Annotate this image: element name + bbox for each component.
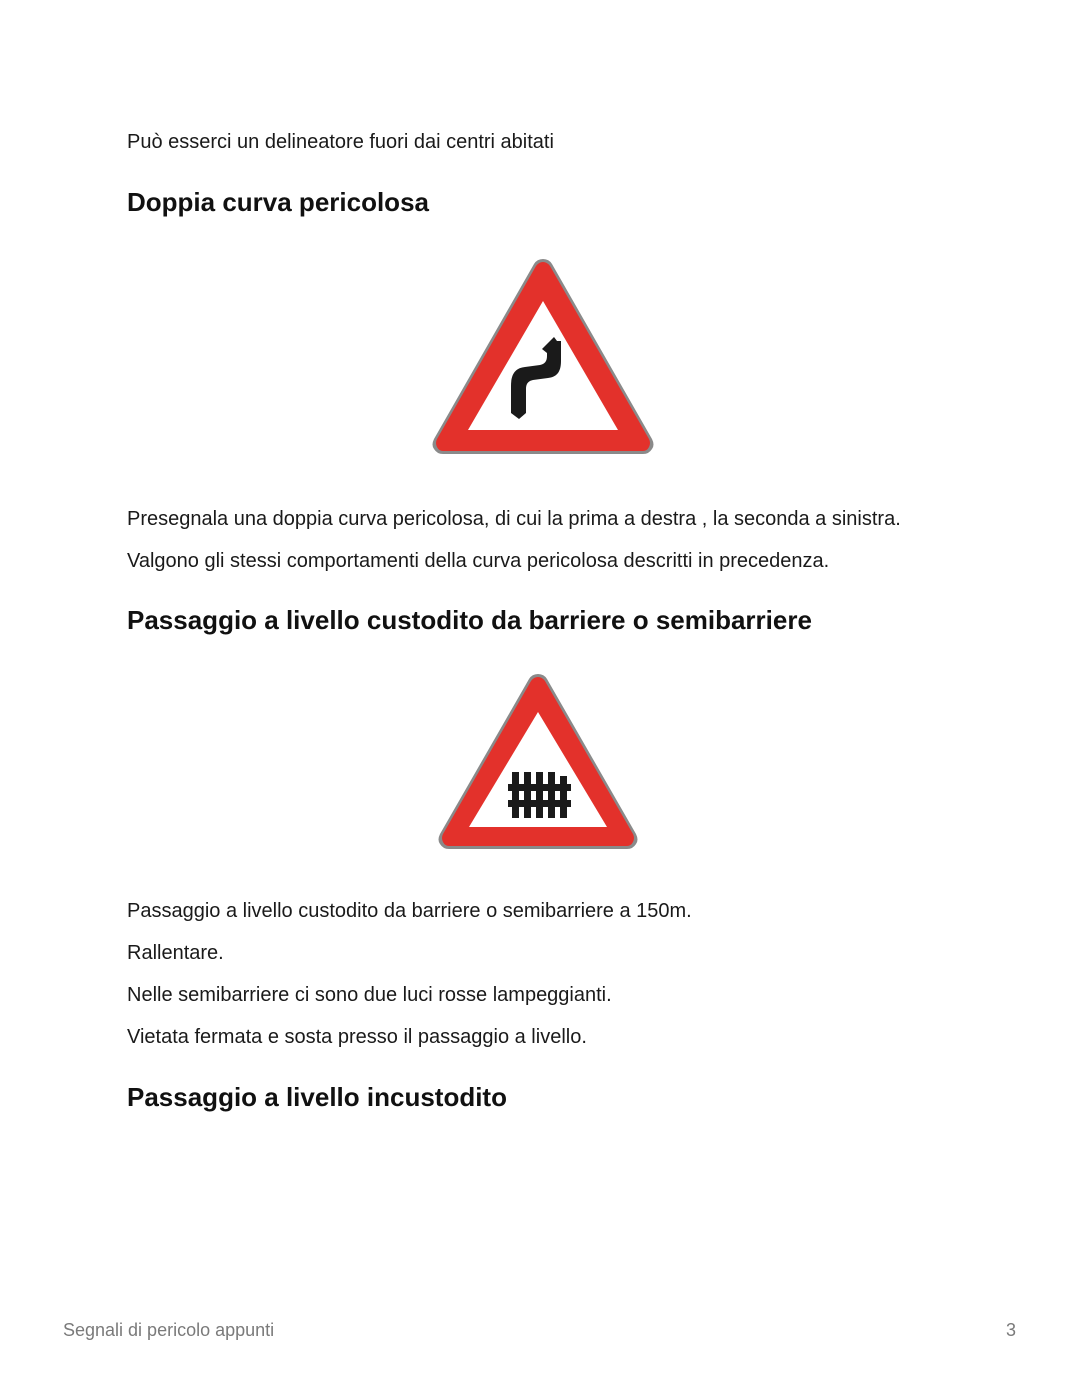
intro-paragraph: Può esserci un delineatore fuori dai centri abitati [127,131,554,153]
double-curve-paragraph-2: Valgono gli stessi comportamenti della curva pericolosa descritti in precedenza. [127,550,830,572]
guarded-crossing-paragraph-2: Rallentare. [127,942,224,964]
footer-page-number: 3 [1005,1320,1016,1340]
guarded-crossing-paragraph-4: Vietata fermata e sosta presso il passaggio a livello. [127,1026,587,1048]
section-heading-unguarded-crossing: Passaggio a livello incustodito [127,1082,507,1112]
double-curve-warning-sign-icon [430,257,656,457]
guarded-crossing-paragraph-1: Passaggio a livello custodito da barriere o semibarriere a 150m. [127,900,692,922]
level-crossing-with-barriers-sign-icon [436,672,640,852]
footer-document-title: Segnali di pericolo appunti [63,1320,275,1340]
section-heading-double-curve: Doppia curva pericolosa [127,187,429,217]
guarded-crossing-paragraph-3: Nelle semibarriere ci sono due luci rosse lampeggianti. [127,984,612,1006]
section-heading-guarded-crossing: Passaggio a livello custodito da barriere o semibarriere [127,605,812,635]
double-curve-paragraph-1: Presegnala una doppia curva pericolosa, di cui la prima a destra , la seconda a sinistra. [127,508,901,530]
